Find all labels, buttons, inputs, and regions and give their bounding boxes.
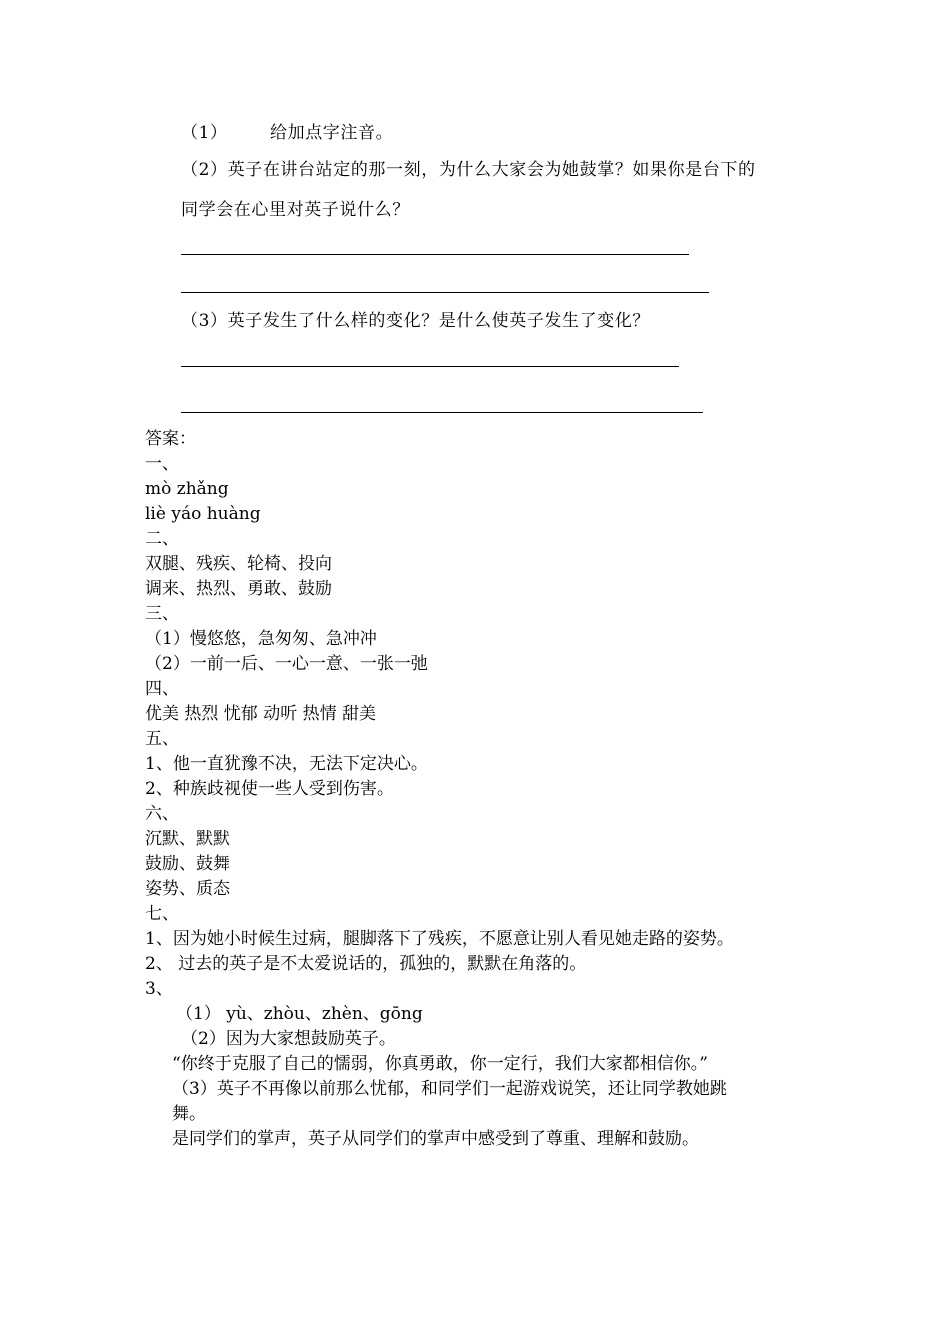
section-4-label: 四、 [145, 679, 179, 699]
section-5-label: 五、 [145, 729, 179, 749]
section-7-sub-4-line-2: 舞。 [172, 1104, 206, 1124]
section-6-line-2: 鼓励、鼓舞 [145, 854, 230, 874]
section-2-line-1: 双腿、残疾、轮椅、投向 [145, 554, 332, 574]
section-3-label: 三、 [145, 604, 179, 624]
section-7-sub-4-line-1: （3）英子不再像以前那么忧郁，和同学们一起游戏说笑，还让同学教她跳 [172, 1079, 727, 1099]
question-2-line-1: （2）英子在讲台站定的那一刻，为什么大家会为她鼓掌？如果你是台下的 [181, 160, 756, 180]
section-7-line-3: 3、 [145, 979, 173, 999]
section-2-line-2: 调来、热烈、勇敢、鼓励 [145, 579, 332, 599]
section-7-label: 七、 [145, 904, 179, 924]
section-7-sub-5: 是同学们的掌声，英子从同学们的掌声中感受到了尊重、理解和鼓励。 [172, 1129, 699, 1149]
section-1-label: 一、 [145, 454, 179, 474]
question-2-line-2: 同学会在心里对英子说什么？ [181, 200, 410, 220]
answers-heading: 答案： [145, 429, 196, 449]
section-6-label: 六、 [145, 804, 179, 824]
question-1-number: （1） [181, 123, 228, 143]
answer-blank-line [181, 292, 709, 293]
question-1-text: 给加点字注音。 [270, 123, 394, 143]
section-1-line-1: mò zhǎng [145, 479, 229, 499]
section-1-line-2: liè yáo huàng [145, 504, 261, 524]
section-2-label: 二、 [145, 529, 179, 549]
section-4-line-1: 优美 热烈 忧郁 动听 热情 甜美 [145, 704, 377, 724]
section-6-line-3: 姿势、质态 [145, 879, 230, 899]
answer-blank-line [181, 254, 689, 255]
section-5-line-2: 2、种族歧视使一些人受到伤害。 [145, 779, 394, 799]
question-3-text: （3）英子发生了什么样的变化？是什么使英子发生了变化？ [181, 311, 651, 331]
section-3-line-1: （1）慢悠悠，急匆匆、急冲冲 [145, 629, 377, 649]
section-3-line-2: （2）一前一后、一心一意、一张一弛 [145, 654, 428, 674]
section-6-line-1: 沉默、默默 [145, 829, 230, 849]
answer-blank-line [181, 412, 703, 413]
section-7-sub-1: （1） yù、zhòu、zhèn、gōng [176, 1004, 423, 1024]
section-7-sub-3: “你终于克服了自己的懦弱，你真勇敢，你一定行，我们大家都相信你。” [172, 1054, 708, 1074]
section-7-line-2: 2、 过去的英子是不太爱说话的，孤独的，默默在角落的。 [145, 954, 587, 974]
answer-blank-line [181, 366, 679, 367]
section-7-line-1: 1、因为她小时候生过病，腿脚落下了残疾，不愿意让别人看见她走路的姿势。 [145, 929, 734, 949]
section-5-line-1: 1、他一直犹豫不决，无法下定决心。 [145, 754, 428, 774]
section-7-sub-2: （2）因为大家想鼓励英子。 [181, 1029, 396, 1049]
